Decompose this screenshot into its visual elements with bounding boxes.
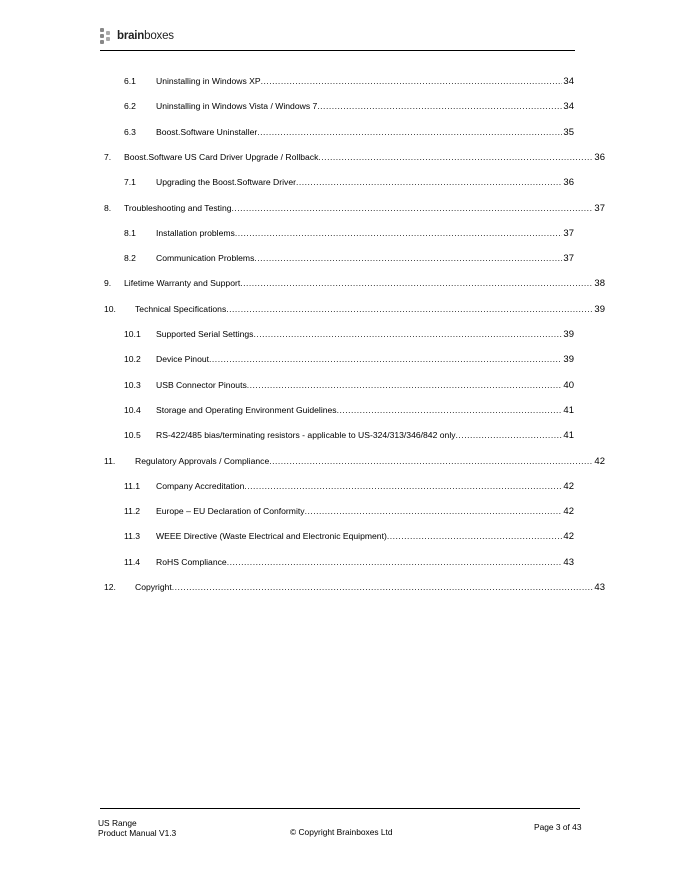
toc-leader-dots xyxy=(269,455,593,467)
footer-range: US Range xyxy=(98,818,137,828)
footer-manual-version: Product Manual V1.3 xyxy=(98,828,177,838)
toc-entry-page: 36 xyxy=(594,151,605,163)
toc-leader-dots xyxy=(254,252,562,264)
toc-entry-title[interactable]: Europe – EU Declaration of Conformity xyxy=(156,506,305,517)
toc-entry-number: 8.2 xyxy=(124,253,136,264)
toc-entry-page: 36 xyxy=(563,177,574,189)
toc-entry-number: 9. xyxy=(104,278,112,289)
toc-entry-title[interactable]: Installation problems xyxy=(156,227,235,238)
toc-leader-dots xyxy=(209,353,562,365)
toc-entry-page: 42 xyxy=(563,480,574,492)
toc-entry-title[interactable]: Regulatory Approvals / Compliance xyxy=(135,455,270,466)
toc-entry-page: 42 xyxy=(594,455,605,467)
toc-entry[interactable] xyxy=(124,404,574,416)
footer-page-number: Page 3 of 43 xyxy=(534,822,582,832)
toc-entry-number: 11.1 xyxy=(124,480,141,491)
toc-leader-dots xyxy=(261,75,563,87)
toc-leader-dots xyxy=(253,328,562,340)
toc-entry-number: 12. xyxy=(104,582,116,592)
footer-copyright: © Copyright Brainboxes Ltd xyxy=(290,827,393,837)
toc-entry[interactable] xyxy=(124,429,574,441)
toc-entry-title[interactable]: Device Pinout xyxy=(156,354,210,365)
toc-entry-title[interactable]: Copyright xyxy=(135,582,172,592)
toc-entry-number: 11.2 xyxy=(124,506,141,517)
toc-entry-page: 39 xyxy=(594,303,605,315)
toc-leader-dots xyxy=(317,100,562,112)
toc-entry-title[interactable]: USB Connector Pinouts xyxy=(156,379,247,390)
toc-entry[interactable] xyxy=(104,303,605,315)
toc-leader-dots xyxy=(232,202,594,214)
toc-entry[interactable] xyxy=(124,556,574,568)
toc-entry-title[interactable]: Communication Problems xyxy=(156,253,255,264)
toc-entry-page: 39 xyxy=(563,329,574,340)
toc-entry[interactable] xyxy=(104,581,605,593)
toc-entry-number: 10.3 xyxy=(124,379,141,390)
toc-entry-number: 8. xyxy=(104,202,112,213)
toc-entry[interactable] xyxy=(124,227,574,239)
toc-entry-title[interactable]: Boost.Software US Card Driver Upgrade / Rollback xyxy=(124,151,319,162)
toc-entry-number: 6.3 xyxy=(124,126,136,137)
toc-entry-number: 7. xyxy=(104,151,112,162)
toc-leader-dots xyxy=(227,556,563,568)
toc-entry[interactable] xyxy=(124,353,574,365)
toc-leader-dots xyxy=(305,505,563,517)
toc-entry-page: 42 xyxy=(563,506,574,518)
toc-entry[interactable] xyxy=(124,126,574,138)
toc-entry-title[interactable]: Uninstalling in Windows Vista / Windows 7 xyxy=(156,101,318,112)
toc-entry-title[interactable]: Boost.Software Uninstaller xyxy=(156,126,258,137)
toc-leader-dots xyxy=(257,126,562,138)
toc-entry-number: 6.1 xyxy=(124,76,136,86)
toc-entry[interactable] xyxy=(124,379,574,391)
footer-divider xyxy=(100,808,580,809)
toc-entry-number: 8.1 xyxy=(124,227,136,238)
toc-entry[interactable] xyxy=(124,176,574,188)
toc-entry[interactable] xyxy=(104,277,605,289)
toc-entry-page: 42 xyxy=(563,531,574,543)
toc-entry[interactable] xyxy=(124,328,574,340)
toc-entry-page: 41 xyxy=(563,404,574,416)
toc-entry-page: 38 xyxy=(594,278,605,290)
toc-entry-title[interactable]: Technical Specifications xyxy=(135,303,227,314)
footer-product xyxy=(98,818,176,838)
toc-leader-dots xyxy=(244,480,562,492)
toc-entry-title[interactable]: Supported Serial Settings xyxy=(156,329,254,339)
toc-entry-page: 37 xyxy=(563,253,574,265)
toc-entry-title[interactable]: Company Accreditation xyxy=(156,480,245,491)
brainboxes-logo-icon xyxy=(100,28,114,44)
toc-entry-number: 10.4 xyxy=(124,404,141,415)
header-divider xyxy=(100,50,575,51)
toc-entry-number: 10.2 xyxy=(124,354,141,365)
toc-entry-title[interactable]: WEEE Directive (Waste Electrical and Electronic Equipment) xyxy=(156,531,387,542)
toc-entry-page: 40 xyxy=(563,379,574,391)
toc-leader-dots xyxy=(235,227,563,239)
toc-entry-page: 41 xyxy=(563,430,574,442)
toc-entry[interactable] xyxy=(124,100,574,112)
toc-entry[interactable] xyxy=(124,480,574,492)
toc-entry-number: 11. xyxy=(104,455,116,466)
toc-leader-dots xyxy=(240,277,593,289)
header-logo xyxy=(100,28,174,52)
toc-entry-title[interactable]: Uninstalling in Windows XP xyxy=(156,76,261,86)
toc-entry-title[interactable]: Upgrading the Boost.Software Driver xyxy=(156,177,296,188)
toc-entry[interactable] xyxy=(124,252,574,264)
toc-leader-dots xyxy=(296,176,562,188)
toc-leader-dots xyxy=(226,303,593,315)
toc-entry-title[interactable]: Lifetime Warranty and Support xyxy=(124,278,241,289)
toc-entry-page: 39 xyxy=(563,354,574,366)
toc-entry[interactable] xyxy=(104,151,605,163)
toc-entry-page: 35 xyxy=(563,126,574,138)
toc-entry[interactable] xyxy=(124,75,574,87)
toc-entry-page: 34 xyxy=(563,76,574,87)
toc-entry[interactable] xyxy=(104,455,605,467)
toc-entry[interactable] xyxy=(104,202,605,214)
toc-entry-page: 37 xyxy=(563,227,574,239)
toc-entry-number: 7.1 xyxy=(124,177,136,188)
toc-leader-dots xyxy=(318,151,593,163)
toc-entry-title[interactable]: Troubleshooting and Testing xyxy=(124,202,232,213)
toc-entry-title[interactable]: Storage and Operating Environment Guidelines xyxy=(156,404,337,415)
toc-leader-dots xyxy=(387,530,563,542)
toc-entry-number: 10.1 xyxy=(124,329,141,339)
toc-entry-number: 6.2 xyxy=(124,101,136,112)
toc-entry-title[interactable]: RoHS Compliance xyxy=(156,556,227,567)
toc-entry-number: 11.3 xyxy=(124,531,141,542)
toc-entry-page: 43 xyxy=(563,556,574,568)
toc-entry-page: 34 xyxy=(563,101,574,113)
toc-entry[interactable] xyxy=(124,505,574,517)
toc-entry-page: 37 xyxy=(594,202,605,214)
toc-leader-dots xyxy=(456,429,563,441)
toc-entry-number: 11.4 xyxy=(124,556,141,567)
toc-entry-title[interactable]: RS-422/485 bias/terminating resistors - applicable to US-324/313/346/842 only xyxy=(156,430,456,441)
toc-leader-dots xyxy=(337,404,563,416)
toc-leader-dots xyxy=(172,581,594,593)
logo-text: brainboxes xyxy=(117,30,174,42)
toc-entry-number: 10.5 xyxy=(124,430,141,441)
toc-entry[interactable] xyxy=(124,530,574,542)
toc-leader-dots xyxy=(247,379,563,391)
toc-entry-page: 43 xyxy=(594,582,605,593)
toc-entry-number: 10. xyxy=(104,303,116,314)
